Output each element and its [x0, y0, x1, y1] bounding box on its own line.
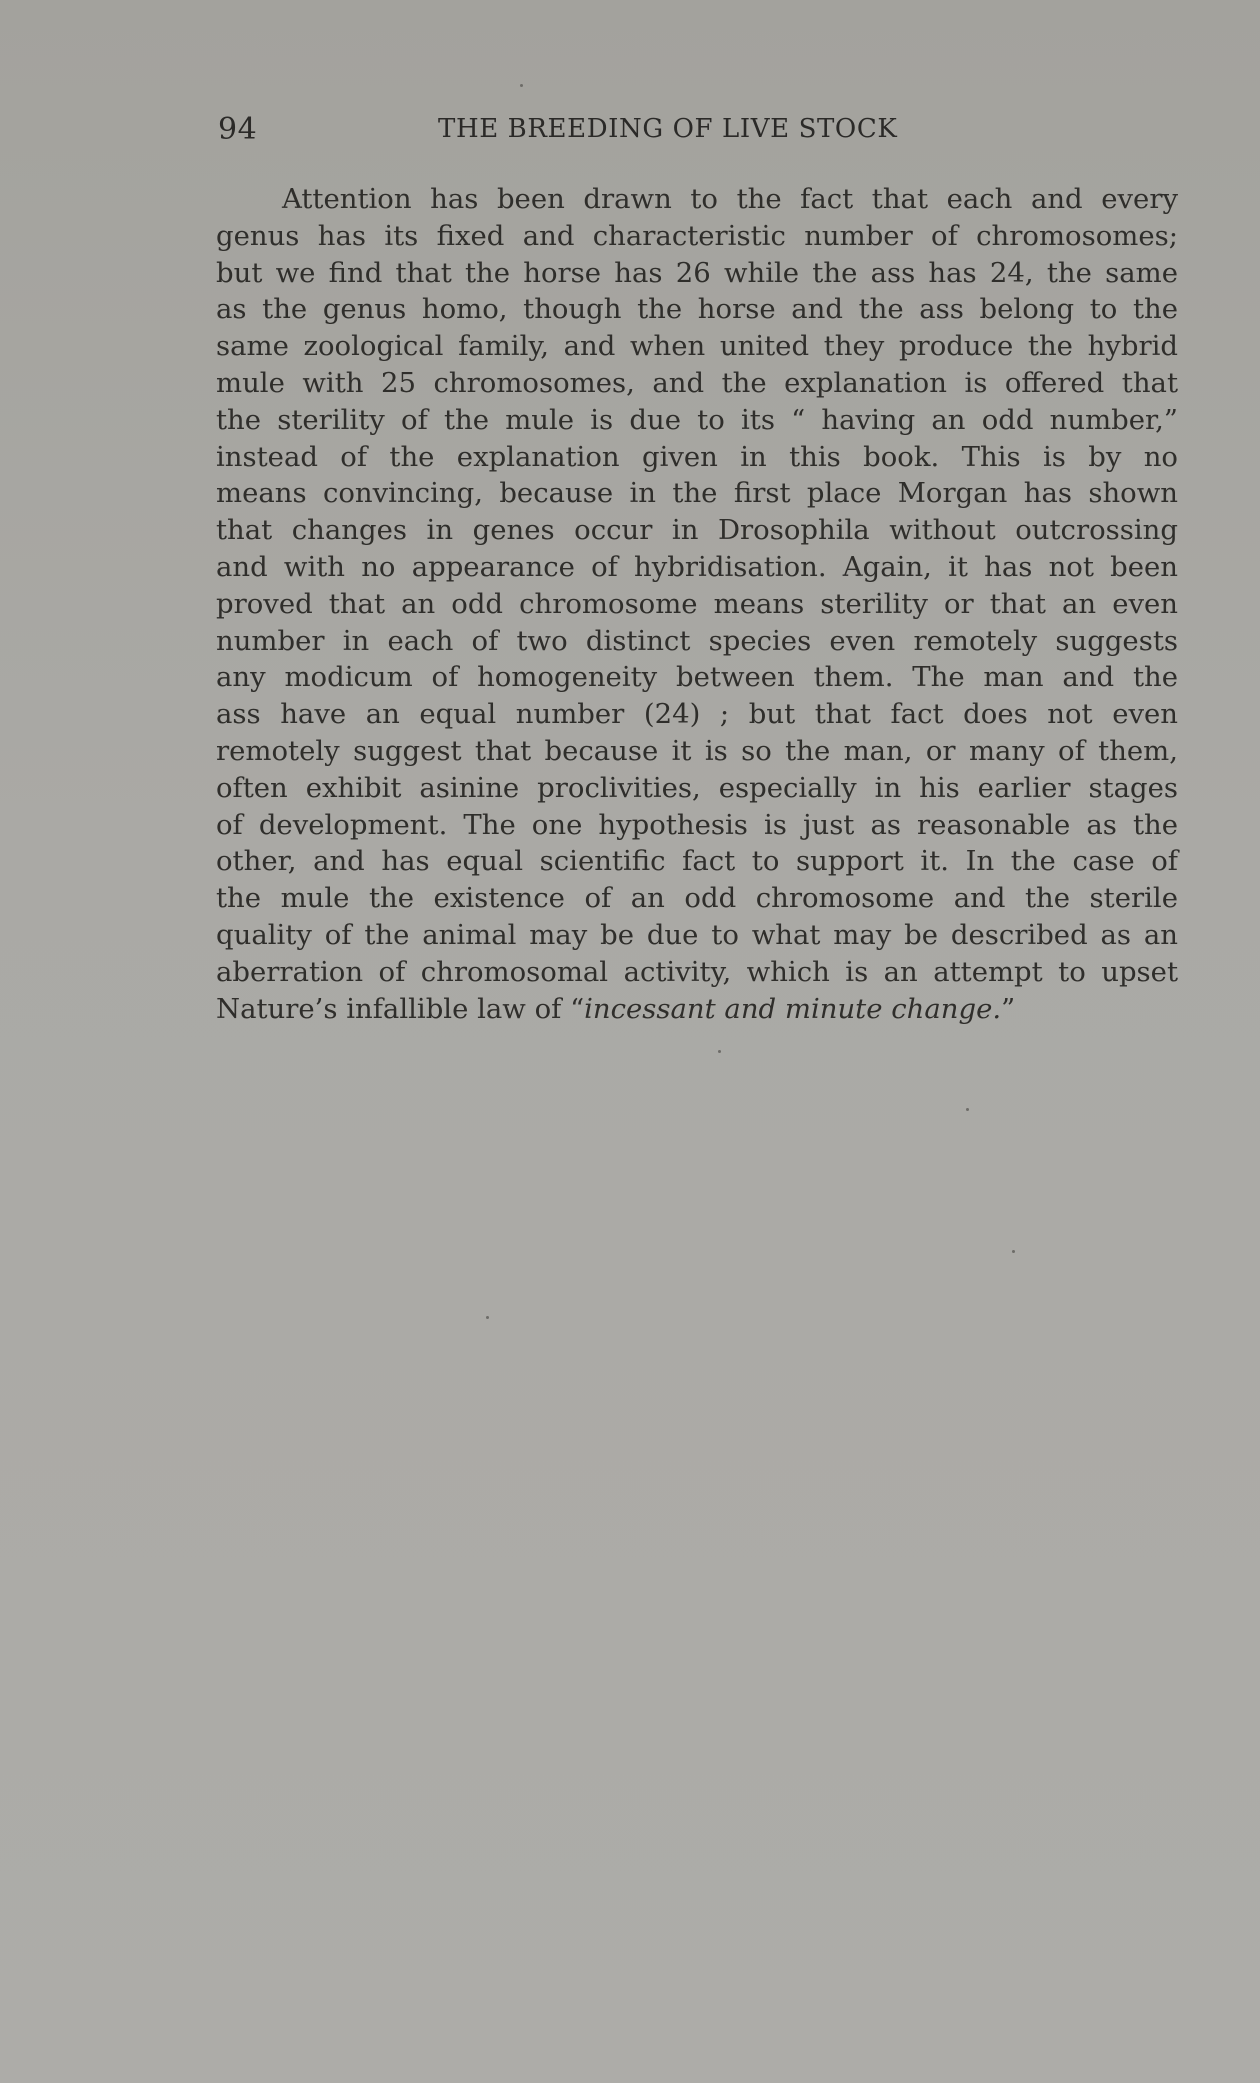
text-line-final — [216, 991, 1178, 1028]
final-line-suffix: ” — [1001, 992, 1016, 1025]
paper-speck — [966, 1108, 969, 1111]
text-line: mule with 25 chromosomes, and the explanation is offered that — [216, 366, 1178, 399]
text-line: aberration of chromosomal activity, which is an attempt to upset — [216, 955, 1178, 988]
italic-quote: incessant and minute change. — [584, 992, 1002, 1025]
text-line: Attention has been drawn to the fact that each and every — [282, 183, 1178, 215]
text-line: the sterility of the mule is due to its “ having an odd number,” — [216, 403, 1178, 436]
text-line: genus has its fixed and characteristic number of chromosomes; — [216, 219, 1178, 252]
final-line-prefix: Nature’s infallible law of “ — [216, 992, 585, 1025]
text-line: as the genus homo, though the horse and the ass belong to the — [216, 293, 1178, 326]
text-line: that changes in genes occur in Drosophila without outcrossing — [216, 514, 1178, 547]
paper-speck — [520, 84, 523, 87]
text-line: other, and has equal scientific fact to support it. In the case of — [216, 845, 1178, 878]
paper-speck — [486, 1316, 489, 1319]
text-line: remotely suggest that because it is so the man, or many of them, — [216, 734, 1178, 767]
text-line: the mule the existence of an odd chromosome and the sterile — [216, 882, 1178, 915]
page-header — [218, 112, 1178, 152]
text-line: instead of the explanation given in this book. This is by no — [216, 440, 1178, 473]
text-line: quality of the animal may be due to what may be described as an — [216, 918, 1178, 951]
text-line: of development. The one hypothesis is just as reasonable as the — [216, 808, 1178, 841]
running-title: THE BREEDING OF LIVE STOCK — [438, 114, 898, 144]
text-line: means convincing, becausе in the first place Morgan has shown — [216, 477, 1178, 510]
text-line: same zoological family, and when united they produce the hybrid — [216, 330, 1178, 363]
text-line: ass have an equal number (24) ; but that fact does not even — [216, 698, 1178, 731]
text-line: proved that an odd chromosome means sterility or that an even — [216, 587, 1178, 620]
paper-speck — [1012, 1250, 1015, 1253]
page-number: 94 — [218, 112, 258, 147]
body-paragraph — [216, 181, 1178, 1027]
text-line: any modicum of homogeneity between them. The man and the — [216, 661, 1178, 694]
text-line: number in each of two distinct species even remotely suggests — [216, 624, 1178, 657]
text-line: but we find that the horse has 26 while the ass has 24, the same — [216, 256, 1178, 289]
text-line: and with no appearance of hybridisation. Again, it has not been — [216, 550, 1178, 583]
paper-speck — [718, 1050, 721, 1053]
text-line: often exhibit asinine proclivities, especially in his earlier stages — [216, 771, 1178, 804]
